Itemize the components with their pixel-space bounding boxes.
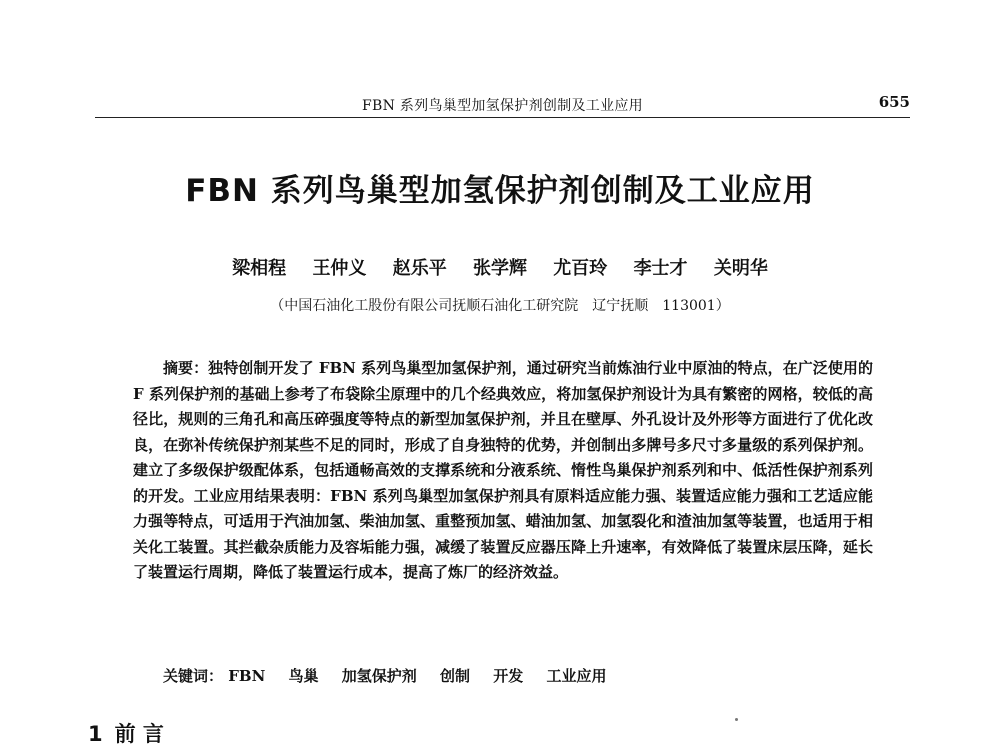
- scan-artifact: [735, 718, 738, 721]
- running-title: FBN 系列鸟巢型加氢保护剂创制及工业应用: [361, 98, 643, 114]
- abstract-text: 独特创制开发了 FBN 系列鸟巢型加氢保护剂，通过研究当前炼油行业中原油的特点，在广泛使用的 F 系列保护剂的基础上参考了布袋除尘原理中的几个经典效应，将加氢保护剂设计为具有繁密的网格，较低的高径比，规则的三角孔和高压碎强度等特点的新型加氢保护剂，并且在壁厚、外孔设计及外形等方面进行了优化改良，在弥补传统保护剂某些不足的同时，形成了自身独特的优势，并创制出多牌号多尺寸多量级的系列保护剂。建立了多级保护级配体系，包括通畅高效的支撑系统和分液系统、惰性鸟巢保护剂系列和中、低活性保护剂系列的开发。工业应用结果表明：FBN 系列鸟巢型加氢保护剂具有原料适应能力强、装置适应能力强和工艺适应能力强等特点，可适用于汽油加氢、柴油加氢、重整预加氢、蜡油加氢、加氢裂化和渣油加氢等装置，也适用于相关化工装置。其拦截杂质能力及容垢能力强，减缓了装置反应器压降上升速率，有效降低了装置床层压降，延长了装置运行周期，降低了装置运行成本，提高了炼厂的经济效益。: [133, 359, 873, 581]
- affiliation: （中国石油化工股份有限公司抚顺石油化工研究院 辽宁抚顺 113001）: [270, 298, 730, 314]
- keyword: 加氢保护剂: [341, 667, 417, 685]
- keyword: FBN: [228, 667, 266, 685]
- keyword: 开发: [493, 667, 524, 685]
- keywords-label: 关键词：: [163, 667, 224, 685]
- section-heading: [88, 718, 164, 748]
- author: 尤百玲: [553, 258, 608, 279]
- header-rule: [95, 117, 910, 118]
- keywords: [163, 665, 625, 686]
- author: 关明华: [713, 258, 768, 279]
- abstract-label: 摘要：: [163, 359, 209, 377]
- paper-title: FBN 系列鸟巢型加氢保护剂创制及工业应用: [185, 173, 815, 209]
- author: 梁相程: [232, 258, 287, 279]
- running-header: [95, 92, 910, 118]
- section-title: 前 言: [114, 722, 164, 746]
- author: 王仲义: [312, 258, 367, 279]
- author-list: [0, 254, 1000, 280]
- section-number: 1: [88, 722, 103, 746]
- keyword: 创制: [440, 667, 471, 685]
- author: 赵乐平: [392, 258, 447, 279]
- keyword: 鸟巢: [288, 667, 319, 685]
- abstract: [133, 356, 873, 586]
- page-number: 655: [878, 93, 910, 111]
- author: 李士才: [633, 258, 688, 279]
- keyword: 工业应用: [546, 667, 607, 685]
- author: 张学辉: [473, 258, 527, 279]
